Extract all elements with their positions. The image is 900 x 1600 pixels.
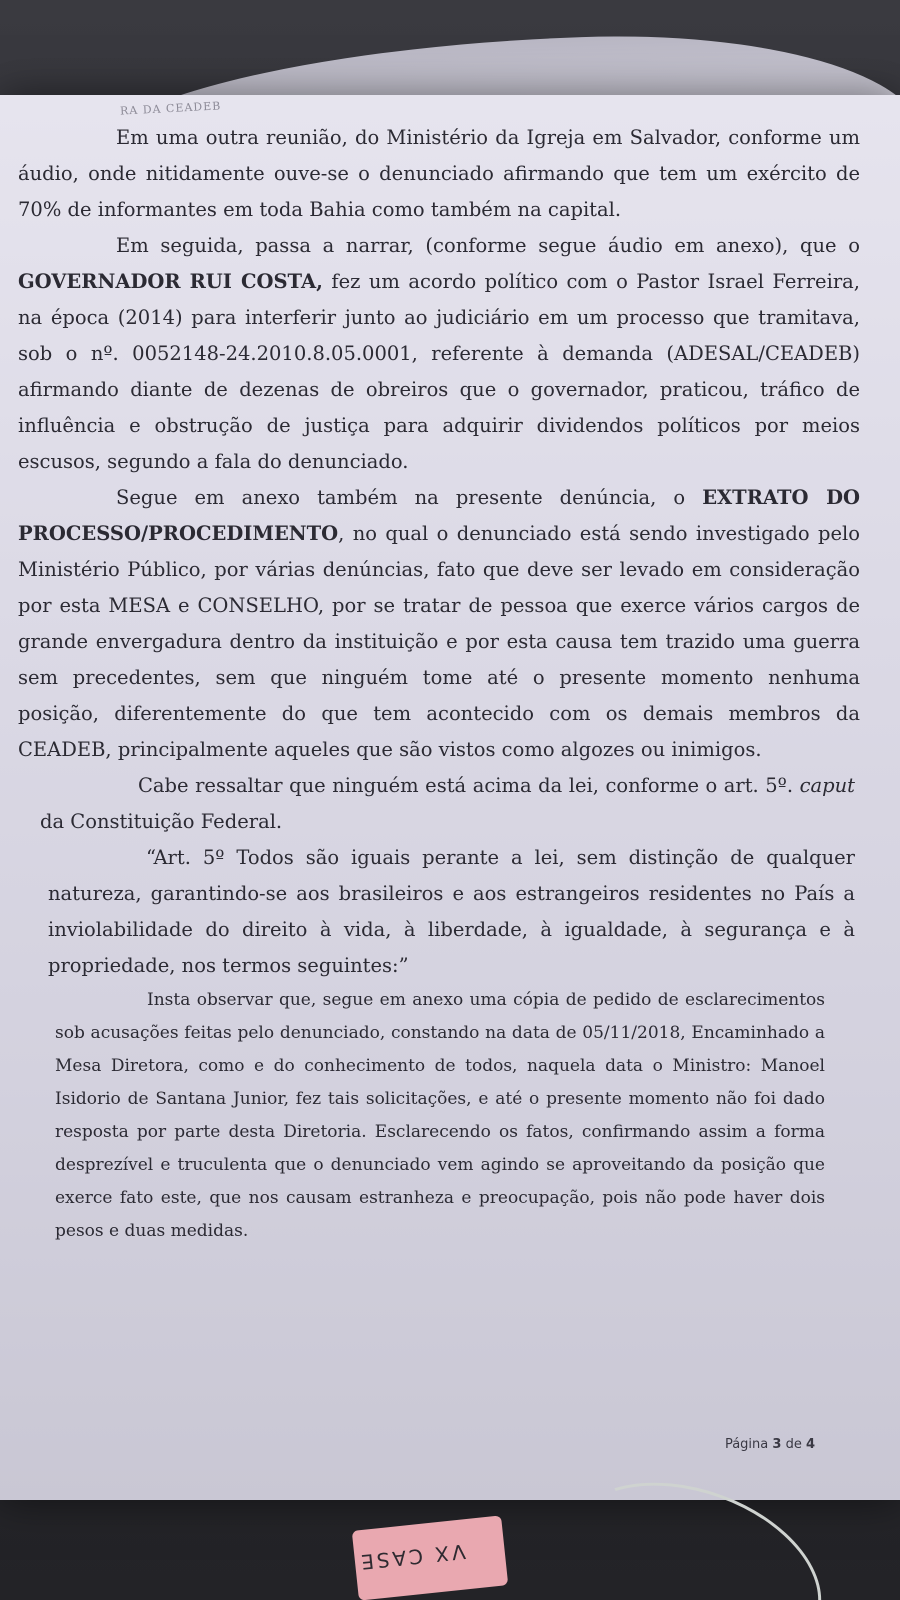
paragraph-2 bbox=[0, 228, 900, 480]
paragraph-1 bbox=[0, 120, 900, 228]
case-label-text: VX CASE bbox=[357, 1539, 467, 1575]
page-number-prefix: Página bbox=[724, 1437, 773, 1452]
page-number-middle: de bbox=[781, 1437, 806, 1452]
text-run: EXTRATO DO PROCESSO/PROCEDIMENTO bbox=[18, 486, 860, 545]
page-number bbox=[725, 1437, 815, 1452]
page-number-total: 4 bbox=[805, 1437, 815, 1452]
text-run: Em seguida, passa a narrar, (conforme segue áudio em anexo), que o bbox=[116, 234, 860, 257]
text-run: Insta observar que, segue em anexo uma cópia de pedido de esclarecimentos sob acusações feitas pelo denunciado, constando na data de 05/11/2018, Encaminhado a Mesa Diretora, como e do conhecimento de todos, naquela data o Ministro: Manoel Isidorio de Santana Junior, fez tais solicitações, e até o presente momento não foi dado resposta por parte desta Diretoria. Esclarecendo os fatos, confirmando assim a forma desprezível e truculenta que o denunciado vem agindo se aproveitando da posição que exerce fato este, que nos causam estranheza e preocupação, pois não pode haver dois pesos e duas medidas. bbox=[55, 990, 825, 1241]
text-run: fez um acordo político com o Pastor Israel Ferreira, na época (2014) para interferir junto ao judiciário em um processo que tramitava, sob o nº. 0052148-24.2010.8.05.0001, referente à demanda (ADESAL/CEADEB) afirmando diante de dezenas de obreiros que o governador, praticou, tráfico de influência e obstrução de justiça para adquirir dividendos políticos por meios escusos, segundo a fala do denunciado. bbox=[18, 270, 860, 473]
text-run: “Art. 5º Todos são iguais perante a lei, sem distinção de qualquer natureza, garantindo-se aos brasileiros e aos estrangeiros residentes no País a inviolabilidade do direito à vida, à liberdade, à igualdade, à segurança e à propriedade, nos termos seguintes:” bbox=[48, 846, 855, 977]
text-run: , no qual o denunciado está sendo investigado pelo Ministério Público, por várias denúncias, fato que deve ser levado em consideração por esta MESA e CONSELHO, por se tratar de pessoa que exerce vários cargos de grande envergadura dentro da instituição e por esta causa tem trazido uma guerra sem precedentes, sem que ninguém tome até o presente momento nenhuma posição, diferentemente do que tem acontecido com os demais membros da CEADEB, principalmente aqueles que são vistos como algozes ou inimigos. bbox=[18, 522, 860, 761]
text-run: Cabe ressaltar que ninguém está acima da lei, conforme o art. 5º. bbox=[138, 774, 800, 797]
page-number-current: 3 bbox=[772, 1437, 782, 1452]
text-run: GOVERNADOR RUI COSTA, bbox=[18, 270, 323, 293]
constitution-quote bbox=[0, 840, 900, 984]
paragraph-6 bbox=[0, 984, 900, 1248]
text-run: Segue em anexo também na presente denúncia, o bbox=[116, 486, 703, 509]
text-run: da Constituição Federal. bbox=[40, 810, 283, 833]
paragraph-3 bbox=[0, 480, 900, 768]
header-fragment: RA DA CEADEB bbox=[119, 99, 222, 118]
document-body bbox=[0, 120, 900, 1248]
text-run: Em uma outra reunião, do Ministério da Igreja em Salvador, conforme um áudio, onde nitidamente ouve-se o denunciado afirmando que tem um exército de 70% de informantes em toda Bahia como também na capital. bbox=[18, 126, 860, 221]
paragraph-4 bbox=[0, 768, 900, 840]
text-run: caput bbox=[799, 774, 855, 797]
